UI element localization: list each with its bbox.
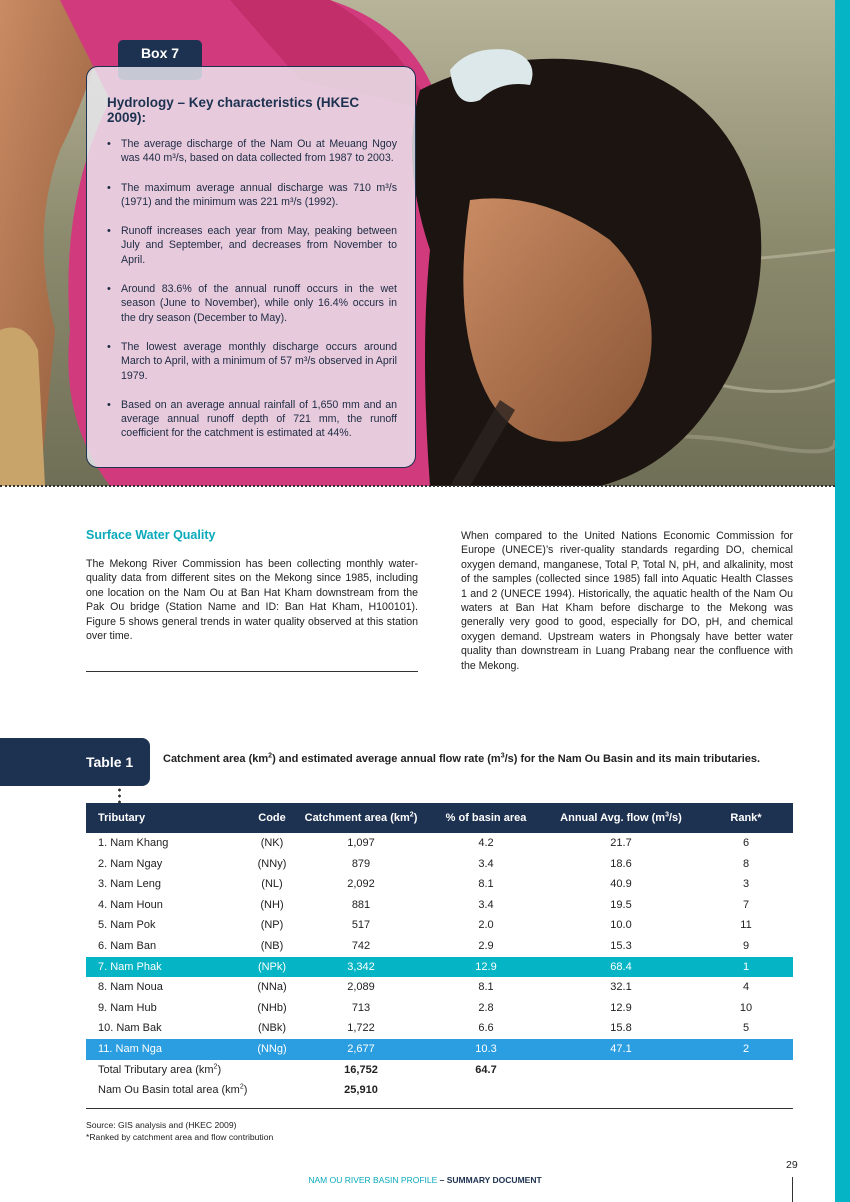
cell-flow: 32.1: [610, 981, 632, 994]
table-header: [86, 803, 793, 833]
box-bullet: • The maximum average annual discharge was 710 m³/s (1971) and the minimum was 221 m³/s (1992).: [107, 181, 397, 210]
table-row: [86, 915, 793, 936]
table-bottom-rule: [86, 1108, 793, 1109]
cell-name: 5. Nam Pok: [98, 919, 156, 932]
cell-flow: 68.4: [610, 960, 632, 973]
cell-flow: 21.7: [610, 837, 632, 849]
cell-code: (NNy): [257, 857, 287, 870]
cell-pct: 6.6: [478, 1022, 494, 1035]
box-bullet-list: [107, 137, 397, 441]
cell-rank: 1: [742, 960, 750, 973]
table-row: [86, 1018, 793, 1039]
header-rank: Rank*: [730, 812, 762, 824]
cell-name: 8. Nam Noua: [98, 981, 163, 994]
cell-pct: 3.4: [478, 898, 494, 911]
section-heading: Surface Water Quality: [86, 528, 216, 542]
box-bullet: • Around 83.6% of the annual runoff occurs in the wet season (June to November), while only 16.4% occurs in the dry season (December to May).: [107, 282, 397, 325]
cell-code: (NHb): [257, 1001, 287, 1014]
cell-flow: 10.0: [610, 919, 632, 932]
cell-code: (NL): [261, 878, 283, 891]
table-row-highlighted: [86, 1039, 793, 1060]
cell-pct: 10.3: [475, 1042, 497, 1055]
cell-rank: 2: [742, 1042, 750, 1055]
cell-area: 1,097: [347, 837, 375, 849]
cell-name: 2. Nam Ngay: [98, 857, 163, 870]
cell-area: 742: [351, 939, 371, 952]
cell-rank: 3: [742, 878, 750, 891]
cell-area: 713: [351, 1001, 371, 1014]
left-paragraph: The Mekong River Commission has been collecting monthly water-quality data from different sites on the Mekong since 1985, including one location on the Nam Ou at Ban Hat Kham downstream from the Pak Ou bridge (Station Name and ID: Ban Hat Kham, H100101). Figure 5 shows general trends in water quality observed at this station over time.: [86, 558, 418, 643]
cell-area: 1,722: [347, 1022, 375, 1035]
table-caption: Catchment area $(km^2)$ and estimated average annual flow rate $(m^3/s)$ for the Nam Ou Basin and its main tributaries.: [163, 752, 761, 765]
cell-code: (NBk): [257, 1022, 287, 1035]
cell-flow: 12.9: [610, 1001, 632, 1014]
cell-code: (NNg): [257, 1042, 287, 1055]
cell-rank: 4: [742, 981, 750, 994]
cell-rank: 11: [740, 919, 752, 932]
cell-rank: 5: [742, 1022, 750, 1035]
table-row: [86, 833, 793, 854]
cell-pct: 2.8: [478, 1001, 494, 1014]
table-row: [86, 874, 793, 895]
cell-area: 2,089: [347, 981, 375, 994]
cell-code: (NB): [260, 939, 284, 952]
total-basin-label: Nam Ou Basin total area $(km^2)$: [98, 1083, 248, 1097]
cell-name: 9. Nam Hub: [98, 1001, 157, 1014]
cell-pct: 2.9: [478, 939, 494, 952]
right-paragraph: When compared to the United Nations Economic Commission for Europe (UNECE)’s river-quality standards regarding DO, chemical oxygen demand, manganese, Total P, Total N, pH, and alkalinity, most of the samples (collected since 1985) fall into Aquatic Health Classes 1 and 2 (UNECE 1994). Historically, the aquatic health of the Nam Ou waters at Ban Hat Kham before discharge to the Mekong was generally very good to good, especially for DO, pH, and chemical oxygen demand. Upstream waters in Phongsaly have better water quality than downstream in Luang Prabang near the confluence with the Mekong.: [461, 530, 793, 672]
cell-name: 11. Nam Nga: [98, 1042, 162, 1055]
rank-note: *Ranked by catchment area and flow contribution: [86, 1132, 274, 1142]
box-bullet: • Based on an average annual rainfall of 1,650 mm and an average annual runoff depth of 721 mm, the runoff coefficient for the catchment is estimated at 44%.: [107, 398, 397, 441]
cell-rank: 9: [742, 939, 750, 952]
cell-name: 7. Nam Phak: [98, 960, 162, 973]
cell-flow: 40.9: [610, 878, 632, 891]
cell-pct: 12.9: [475, 960, 497, 973]
cell-rank: 10: [739, 1001, 753, 1014]
header-pct: % of basin area: [445, 812, 527, 824]
cell-pct: 3.4: [478, 857, 494, 870]
table-row-highlighted: [86, 957, 793, 978]
cell-pct: 2.0: [478, 919, 494, 932]
table-row: [86, 936, 793, 957]
cell-area: 881: [351, 898, 371, 911]
right-column: [461, 529, 793, 673]
footer-title: NAM OU RIVER BASIN PROFILE: [308, 1175, 438, 1185]
cell-flow: 15.3: [610, 939, 632, 952]
cell-name: 3. Nam Leng: [98, 878, 161, 891]
table-row: [86, 895, 793, 916]
box-bullet: • The lowest average monthly discharge occurs around March to April, with a minimum of 57 m³/s observed in April 1979.: [107, 340, 397, 383]
cell-code: (NK): [260, 837, 284, 849]
footer-subtitle: – SUMMARY DOCUMENT: [437, 1175, 542, 1185]
hydrology-box: [86, 66, 416, 468]
cell-pct: 4.2: [478, 837, 494, 849]
table-row: [86, 998, 793, 1019]
cell-name: 10. Nam Bak: [98, 1022, 162, 1035]
source-note: Source: GIS analysis and (HKEC 2009): [86, 1120, 237, 1130]
cell-area: 2,677: [347, 1042, 375, 1055]
cell-code: (NPk): [257, 960, 287, 973]
header-tributary: Tributary: [98, 812, 146, 824]
tributary-table: [86, 803, 793, 1101]
total-tributary-label: Total Tributary area $(km^2)$: [98, 1062, 222, 1076]
box-tab: Box 7: [118, 40, 202, 80]
cell-flow: 15.8: [610, 1022, 632, 1035]
cell-pct: 8.1: [478, 878, 494, 891]
table-row: [86, 977, 793, 998]
cell-rank: 6: [742, 837, 750, 849]
total-tributary-area: 16,752: [344, 1063, 378, 1076]
footer: [0, 1175, 850, 1185]
cell-name: 6. Nam Ban: [98, 939, 157, 952]
footer-rule: [792, 1177, 793, 1202]
cell-area: 879: [351, 857, 371, 870]
table-notes: [86, 1119, 273, 1143]
header-area: Catchment area $(km^2)$: [304, 811, 418, 824]
cell-code: (NP): [260, 919, 284, 932]
total-tributary-pct: 64.7: [475, 1063, 497, 1076]
left-column: [86, 528, 418, 643]
cell-rank: 7: [742, 898, 750, 911]
cell-name: 4. Nam Houn: [98, 898, 163, 911]
box-bullet: • The average discharge of the Nam Ou at Meuang Ngoy was 440 m³/s, based on data collected from 1987 to 2003.: [107, 137, 397, 166]
column-divider: [86, 671, 418, 672]
page-edge-accent: [835, 0, 850, 1202]
box-title: Hydrology – Key characteristics (HKEC 2009):: [107, 95, 360, 125]
total-basin-area: 25,910: [344, 1084, 378, 1097]
box-bullet: • Runoff increases each year from May, peaking between July and September, and decreases from November to April.: [107, 224, 397, 267]
cell-rank: 8: [742, 857, 750, 870]
total-tributary-row: [86, 1060, 793, 1081]
cell-flow: 19.5: [610, 898, 632, 911]
total-basin-row: [86, 1080, 793, 1101]
photo-dotted-border: [0, 485, 835, 487]
cell-pct: 8.1: [478, 981, 494, 994]
table-row: [86, 854, 793, 875]
cell-flow: 47.1: [610, 1042, 632, 1055]
cell-code: (NH): [260, 898, 284, 911]
cell-name: 1. Nam Khang: [98, 837, 169, 849]
cell-code: (NNa): [257, 981, 287, 994]
cell-area: 2,092: [347, 878, 375, 891]
header-flow: Annual Avg. flow $(m^3/s)$: [560, 811, 682, 824]
table-tab: Table 1: [0, 738, 150, 786]
cell-area: 3,342: [347, 960, 375, 973]
page-number: 29: [786, 1159, 798, 1171]
header-code: Code: [258, 812, 286, 824]
cell-area: 517: [351, 919, 371, 932]
cell-flow: 18.6: [610, 857, 632, 870]
